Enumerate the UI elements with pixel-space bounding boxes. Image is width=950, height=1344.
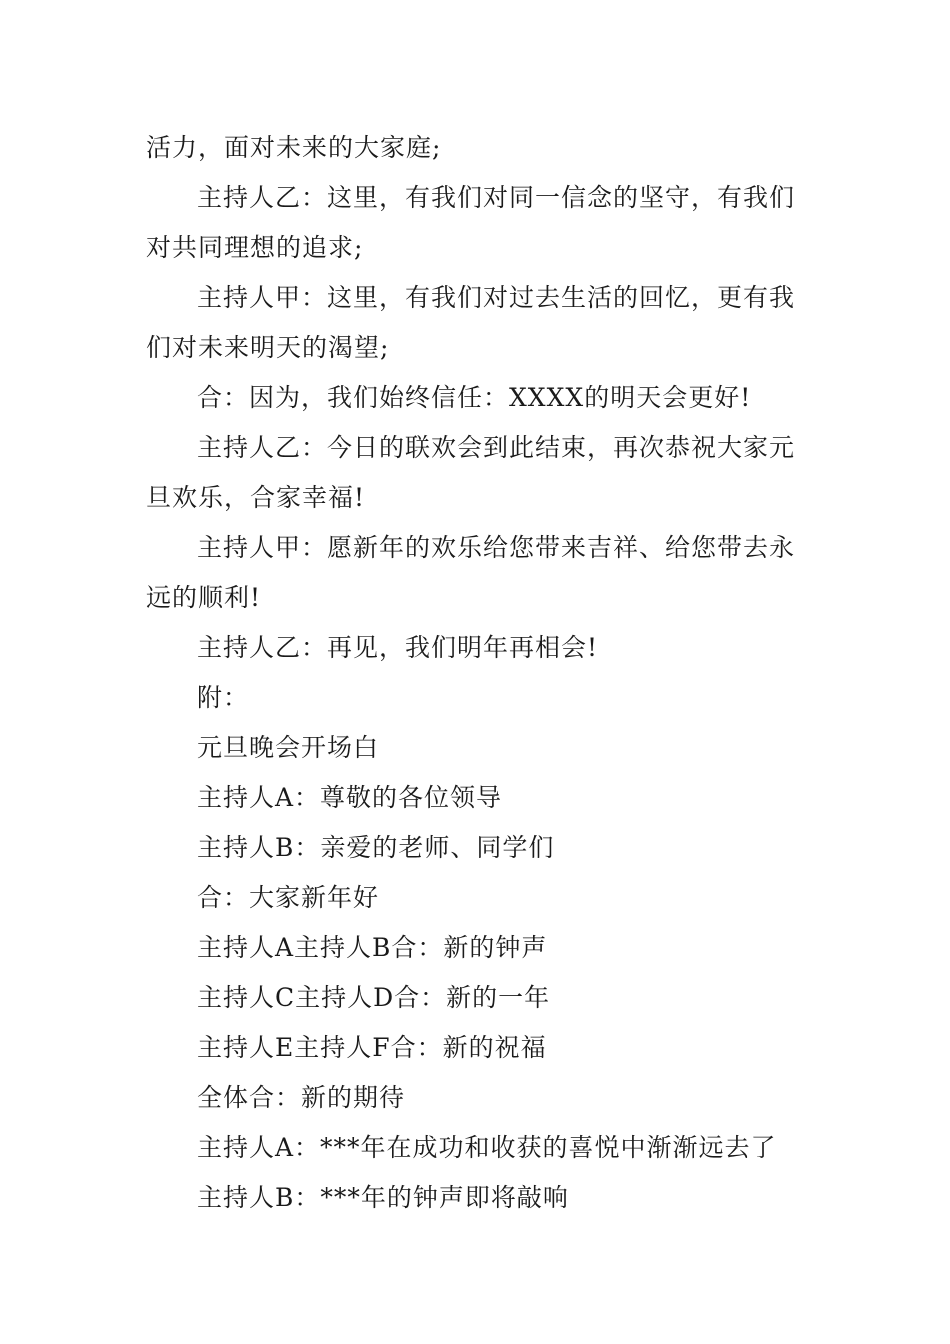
paragraph: 主持人甲：这里，有我们对过去生活的回忆，更有我们对未来明天的渴望;: [146, 283, 796, 362]
paragraph: 附：: [197, 683, 250, 712]
document-body: [146, 123, 816, 1223]
paragraph: 主持人乙：这里，有我们对同一信念的坚守，有我们对共同理想的追求;: [146, 183, 796, 262]
paragraph-continuation: 活力，面对未来的大家庭;: [146, 133, 442, 162]
paragraph: 主持人甲：愿新年的欢乐给您带来吉祥、给您带去永远的顺利!: [146, 533, 796, 612]
paragraph: 主持人E主持人F合：新的祝福: [197, 1033, 547, 1062]
paragraph: 主持人B：亲爱的老师、同学们: [197, 833, 555, 862]
paragraph: 主持人A：尊敬的各位领导: [197, 783, 503, 812]
paragraph: 主持人C主持人D合：新的一年: [197, 983, 551, 1012]
paragraph: 合：大家新年好: [197, 883, 380, 912]
section-heading: 元旦晚会开场白: [197, 733, 380, 762]
paragraph: 主持人A主持人B合：新的钟声: [197, 933, 548, 962]
paragraph: 主持人A：***年在成功和收获的喜悦中渐渐远去了: [197, 1133, 777, 1162]
paragraph: 主持人乙：再见，我们明年再相会!: [197, 633, 599, 662]
paragraph: 主持人乙：今日的联欢会到此结束，再次恭祝大家元旦欢乐，合家幸福!: [146, 433, 796, 512]
paragraph: 主持人B：***年的钟声即将敲响: [197, 1183, 569, 1212]
paragraph: 全体合：新的期待: [197, 1083, 406, 1112]
paragraph: 合：因为，我们始终信任：XXXX的明天会更好!: [197, 383, 752, 412]
